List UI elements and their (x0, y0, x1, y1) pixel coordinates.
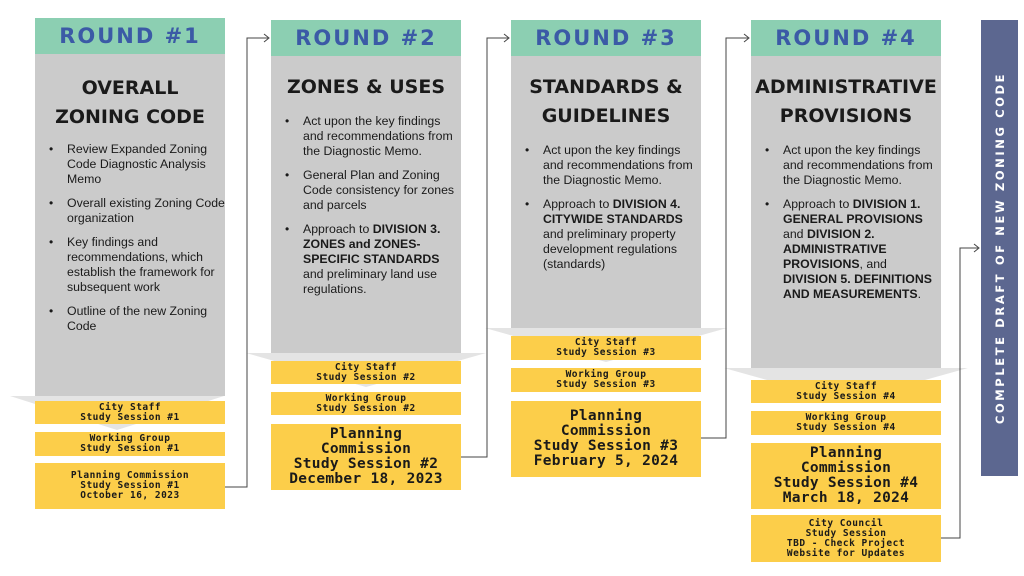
round-2-bullet: • General Plan and Zoning Code consistency for zones and parcels (285, 168, 461, 213)
round-3-bullet: • Act upon the key findings and recommendations from the Diagnostic Memo. (525, 143, 701, 188)
round-1-header: ROUND #1 (35, 18, 225, 54)
round-3-planning-commission-session (511, 401, 701, 477)
round-1-planning-commission-session (35, 463, 225, 509)
round-4-header: ROUND #4 (751, 20, 941, 56)
round-1-bullet: • Review Expanded Zoning Code Diagnostic Analysis Memo (49, 142, 225, 187)
session-line: Commission (800, 460, 892, 476)
round-1-bullet: • Key findings and recommendations, which establish the framework for subsequent work (49, 235, 225, 295)
arrowhead-round-2 (264, 34, 269, 42)
round-1-panel (35, 54, 225, 396)
arrowhead-round-4 (744, 34, 749, 42)
session-line: Study Session #2 (316, 371, 416, 383)
session-line: Planning (809, 445, 883, 461)
session-line: Working Group (805, 412, 887, 423)
round-4-bullet: • Approach to DIVISION 1. GENERAL PROVISIONS and DIVISION 2. ADMINISTRATIVE PROVISIONS, and DIVISION 5. DEFINITIONS AND MEASUREMENTS. (765, 197, 941, 302)
arrowhead-round-3 (504, 34, 509, 42)
session-line: Study Session #4 (796, 390, 896, 402)
round-2-working-group-session (271, 392, 461, 415)
session-line: Study Session #1 (80, 443, 180, 454)
round-4-planning-commission-session (751, 443, 941, 509)
session-line: Commission (560, 423, 652, 439)
round-3-bullet: • Approach to DIVISION 4. CITYWIDE STANDARDS and preliminary property development regulations (standards) (525, 197, 701, 272)
connector-round-2-to-3 (461, 38, 508, 457)
round-2-planning-commission-session (271, 424, 461, 490)
session-line: Website for Updates (786, 547, 906, 559)
session-line: February 5, 2024 (533, 453, 679, 469)
connector-round-1-to-2 (225, 38, 268, 487)
round-1-city-staff-session (35, 401, 225, 424)
session-line: March 18, 2024 (782, 490, 910, 506)
session-line: Working Group (325, 392, 407, 404)
session-line: TBD - Check Project (786, 537, 906, 549)
session-line: October 16, 2023 (80, 490, 180, 501)
session-line: Study Session #4 (796, 422, 896, 433)
round-3-title: STANDARDS & GUIDELINES (529, 76, 683, 127)
round-1-bullet: • Outline of the new Zoning Code (49, 304, 225, 334)
round-3-header: ROUND #3 (511, 20, 701, 56)
round-2-city-staff-session (271, 361, 461, 384)
round-4-city-staff-session (751, 380, 941, 403)
session-line: Study Session #3 (533, 438, 679, 454)
round-4-bullets (751, 143, 941, 302)
round-4-working-group-session (751, 411, 941, 435)
session-line: Working Group (89, 433, 171, 444)
round-3-bullets (511, 143, 701, 272)
session-line: City Staff (814, 380, 878, 392)
session-line: City Staff (334, 361, 398, 373)
session-line: Planning (569, 408, 643, 424)
session-line: Study Session #2 (316, 402, 416, 414)
round-4-title: ADMINISTRATIVE PROVISIONS (755, 76, 937, 127)
session-line: Study Session (805, 527, 887, 539)
round-3-working-group-session (511, 368, 701, 392)
session-line: Planning Commission (70, 470, 190, 481)
round-4-city-council-session (751, 515, 941, 562)
session-line: City Staff (98, 401, 162, 413)
round-2-panel (271, 56, 461, 353)
session-line: Study Session #3 (556, 347, 656, 358)
session-line: Study Session #1 (80, 411, 180, 423)
complete-draft-label: COMPLETE DRAFT OF NEW ZONING CODE (992, 71, 1007, 425)
session-line: Working Group (565, 369, 647, 380)
round-3-panel (511, 56, 701, 328)
session-line: Commission (320, 441, 412, 457)
session-line: Study Session #2 (293, 456, 439, 472)
arrowhead-final (974, 244, 979, 252)
session-line: Study Session #4 (773, 475, 919, 491)
round-1-bullet: • Overall existing Zoning Code organization (49, 196, 225, 226)
round-1-bullets (35, 142, 225, 334)
complete-draft-bar (981, 20, 1018, 476)
session-line: Study Session #3 (556, 379, 656, 390)
session-line: December 18, 2023 (289, 471, 443, 487)
session-line: Planning (329, 426, 403, 442)
round-3-city-staff-session (511, 336, 701, 360)
round-2-bullet: • Approach to DIVISION 3. ZONES and ZONES-SPECIFIC STANDARDS and preliminary land use regulations. (285, 222, 461, 297)
round-1-working-group-session (35, 432, 225, 456)
round-2-bullets (271, 114, 461, 297)
round-2-header: ROUND #2 (271, 20, 461, 56)
round-4-panel (751, 56, 941, 368)
session-line: City Council (808, 517, 884, 529)
session-line: City Staff (574, 337, 638, 348)
session-line: Study Session #1 (80, 480, 180, 491)
round-2-bullet: • Act upon the key findings and recommendations from the Diagnostic Memo. (285, 114, 461, 159)
round-1-title: OVERALL ZONING CODE (55, 77, 205, 128)
round-4-bullet: • Act upon the key findings and recommendations from the Diagnostic Memo. (765, 143, 941, 188)
round-2-title: ZONES & USES (286, 76, 446, 98)
